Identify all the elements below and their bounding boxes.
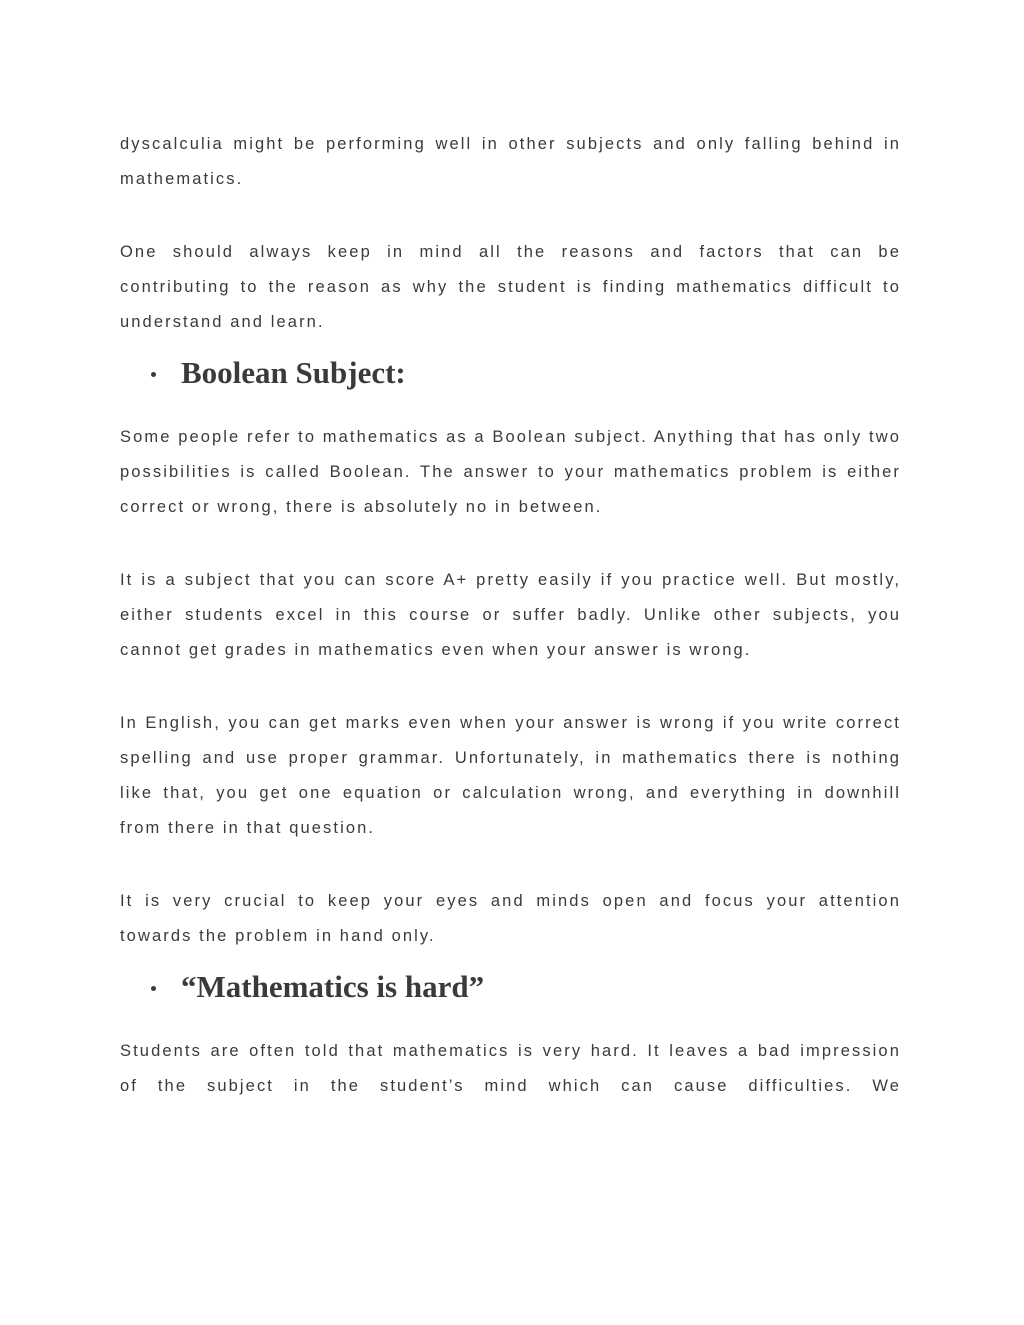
section-heading-mathematics-hard bbox=[120, 964, 901, 1020]
bullet-icon bbox=[151, 372, 156, 377]
bullet-icon bbox=[151, 986, 156, 991]
paragraph-students-told: Students are often told that mathematics is very hard. It leaves a bad impression of the subject in the student’s mind which can cause difficulties. We bbox=[120, 1042, 901, 1095]
paragraph-spacer bbox=[120, 525, 901, 563]
paragraph-boolean-definition: Some people refer to mathematics as a Boolean subject. Anything that has only two possibilities is called Boolean. The answer to your mathematics problem is either correct or wrong, there is absolutely no in between. bbox=[120, 428, 901, 516]
paragraph-score-a-plus: It is a subject that you can score A+ pretty easily if you practice well. But mostly, either students excel in this course or suffer badly. Unlike other subjects, you cannot get grades in mathematics even when your answer is wrong. bbox=[120, 571, 901, 659]
paragraph-focus: It is very crucial to keep your eyes and minds open and focus your attention towards the problem in hand only. bbox=[120, 892, 901, 945]
section-heading-boolean bbox=[120, 350, 901, 406]
paragraph-reasons: One should always keep in mind all the reasons and factors that can be contributing to the reason as why the student is finding mathematics difficult to understand and learn. bbox=[120, 243, 901, 331]
paragraph-spacer bbox=[120, 668, 901, 706]
paragraph-dyscalculia: dyscalculia might be performing well in other subjects and only falling behind in mathematics. bbox=[120, 135, 901, 188]
paragraph-english-marks: In English, you can get marks even when your answer is wrong if you write correct spelling and use proper grammar. Unfortunately, in mathematics there is nothing like that, you get one equation or calculation wrong, and everything in downhill from there in that question. bbox=[120, 714, 901, 837]
document-page bbox=[120, 127, 901, 1104]
paragraph-spacer bbox=[120, 846, 901, 884]
heading-mathematics-is-hard: “Mathematics is hard” bbox=[181, 969, 485, 1004]
heading-boolean-subject: Boolean Subject: bbox=[181, 355, 406, 390]
paragraph-spacer bbox=[120, 197, 901, 235]
